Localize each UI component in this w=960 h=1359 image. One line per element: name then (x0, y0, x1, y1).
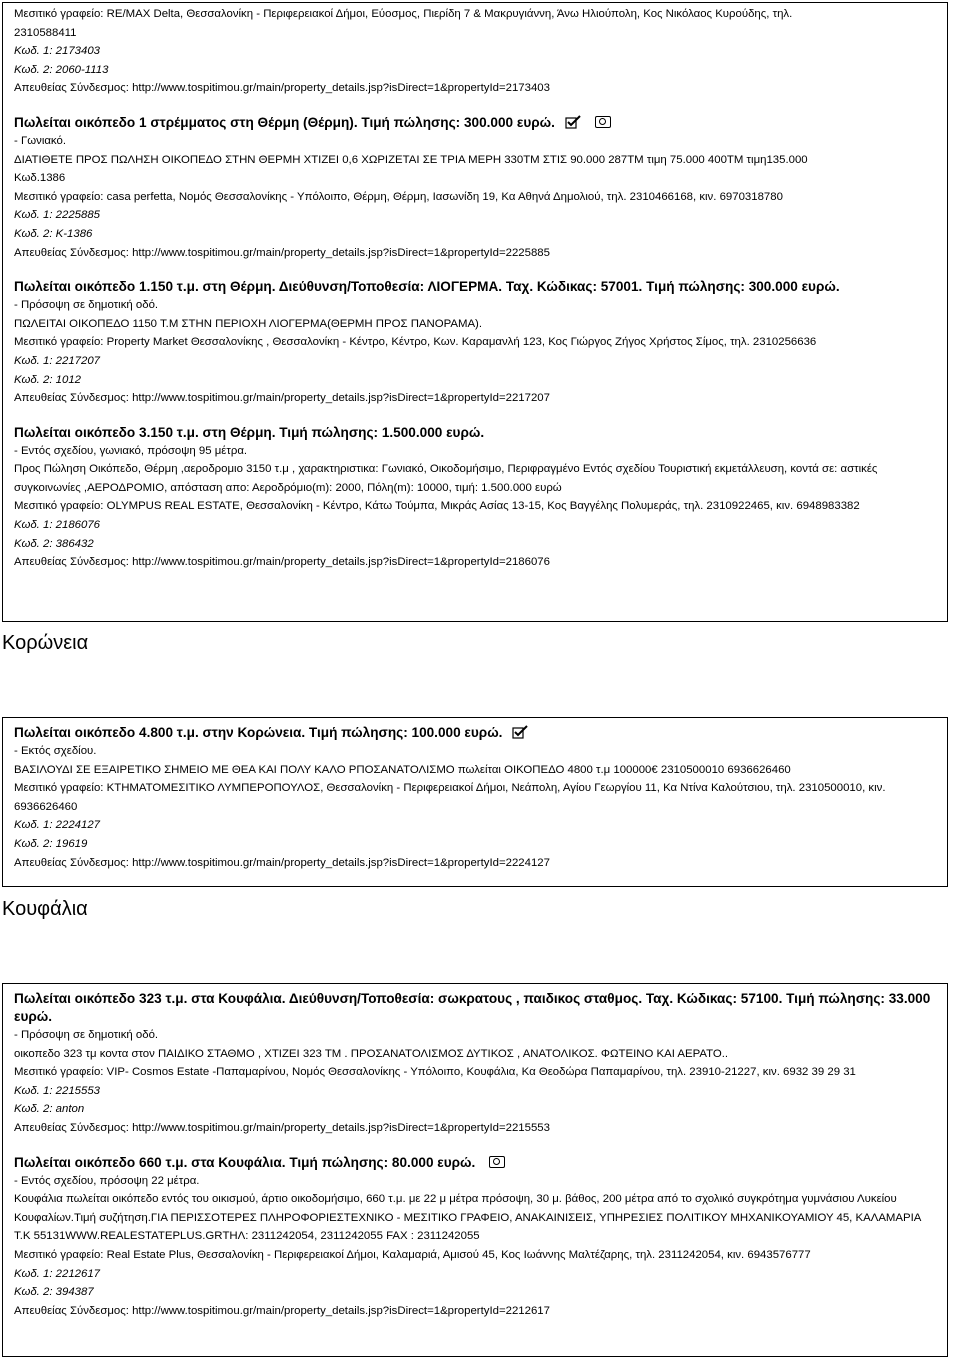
listing-feature: - Εντός σχεδίου, γωνιακό, πρόσοψη 95 μέτρα. (14, 444, 248, 457)
code-2: Κωδ. 2: 386432 (14, 537, 94, 550)
camera-icon[interactable] (595, 116, 611, 128)
section-heading-koroneia: Κορώνεια (2, 632, 89, 654)
direct-link[interactable]: Απευθείας Σύνδεσμος: http://www.tospitimou.gr/main/property_details.jsp?isDirect=1&propertyId=2225885 (14, 246, 550, 259)
listings-box-koroneia (2, 717, 948, 887)
listing-2173403 (14, 5, 937, 98)
code-2: Κωδ. 2: 2060-1113 (14, 63, 109, 76)
listing-2186076 (14, 424, 937, 572)
listing-title[interactable]: Πωλείται οικόπεδο 3.150 τ.μ. στη Θέρμη. Τιμή πώλησης: 1.500.000 ευρώ. (14, 424, 485, 440)
code-2: Κωδ. 2: 19619 (14, 837, 88, 850)
agency-line: Μεσιτικό γραφείο: OLYMPUS REAL ESTATE, Θεσσαλονίκη - Κέντρο, Κάτω Τούμπα, Μικράς Ασίας 13-15, Κος Βαγγέλης Πολυμεράς, τηλ. 2310922465, κιν. 6948983382 (14, 500, 860, 513)
code-1: Κωδ. 1: 2224127 (14, 819, 100, 832)
listing-2212617 (14, 1154, 937, 1321)
listing-2224127 (14, 724, 937, 872)
agency-line: Μεσιτικό γραφείο: VIP- Cosmos Estate -Παπαμαρίνου, Νομός Θεσσαλονίκης - Υπόλοιπο, Κουφάλια, Κα Θεοδώρα Παπαμαρίνου, τηλ. 23910-21227, κιν. 6932 39 29 31 (14, 1066, 856, 1079)
listing-feature: - Πρόσοψη σε δημοτική οδό. (14, 299, 159, 312)
listing-2215553 (14, 990, 937, 1138)
camera-icon[interactable] (489, 1156, 505, 1168)
check-icon (512, 725, 528, 739)
code-1: Κωδ. 1: 2215553 (14, 1084, 100, 1097)
code-1: Κωδ. 1: 2225885 (14, 209, 100, 222)
listing-feature: - Εντός σχεδίου, πρόσοψη 22 μέτρα. (14, 1174, 200, 1187)
agency-line: Μεσιτικό γραφείο: Real Estate Plus, Θεσσαλονίκη - Περιφερειακοί Δήμοι, Καλαμαριά, Αμισού 45, Κος Ιωάννης Μαλτέζαρης, τηλ. 2311242054, κιν. 6943576777 (14, 1248, 811, 1261)
agency-line: 2310588411 (14, 26, 77, 39)
listings-box-koufalia (2, 983, 948, 1357)
listing-feature: - Πρόσοψη σε δημοτική οδό. (14, 1029, 159, 1041)
code-2: Κωδ. 2: 1012 (14, 373, 81, 386)
code-2: Κωδ. 2: 394387 (14, 1286, 94, 1299)
listing-title[interactable]: Πωλείται οικόπεδο 1 στρέμματος στη Θέρμη (Θέρμη). Τιμή πώλησης: 300.000 ευρώ. (14, 114, 937, 132)
check-icon (565, 115, 581, 129)
listing-feature: - Εκτός σχεδίου. (14, 745, 97, 757)
agency-line: Μεσιτικό γραφείο: casa perfetta, Νομός Θεσσαλονίκης - Υπόλοιπο, Θέρμη, Θέρμη, Ιασωνίδη 19, Κα Αθηνά Δημολιού, τηλ. 2310466168, κιν. 6970318780 (14, 190, 783, 203)
listing-feature: - Γωνιακό. (14, 134, 66, 147)
direct-link[interactable]: Απευθείας Σύνδεσμος: http://www.tospitimou.gr/main/property_details.jsp?isDirect=1&propertyId=2217207 (14, 392, 550, 405)
direct-link[interactable]: Απευθείας Σύνδεσμος: http://www.tospitimou.gr/main/property_details.jsp?isDirect=1&propertyId=2173403 (14, 82, 550, 95)
code-1: Κωδ. 1: 2173403 (14, 45, 100, 58)
section-heading-koufalia: Κουφάλια (2, 898, 88, 920)
agency-line: Μεσιτικό γραφείο: RE/MAX Delta, Θεσσαλονίκη - Περιφερειακοί Δήμοι, Εύοσμος, Πιερίδη 7 & Μακρυγιάννη, Άνω Ηλιούπολη, Κος Νικόλαος Κυρούδης, τηλ. (14, 8, 793, 20)
listing-2225885 (14, 114, 937, 262)
listing-description: ΒΑΣΙΛΟΥΔΙ ΣΕ ΕΞΑΙΡΕΤΙΚΟ ΣΗΜΕΙΟ ΜΕ ΘΕΑ ΚΑΙ ΠΟΛΥ ΚΑΛΟ ΡΠΟΣΑΝΑΤΟΛΙΣΜΟ πωλείται ΟΙΚΟΠΕΔΟ 4800 τ.μ 100000€ 2310500010 6936626460 (14, 763, 791, 776)
code-1: Κωδ. 1: 2186076 (14, 519, 100, 532)
agency-line: Μεσιτικό γραφείο: Property Market Θεσσαλονίκης , Θεσσαλονίκη - Κέντρο, Κέντρο, Κων. Καραμανλή 123, Κος Γιώργος Ζήγος Χρήστος Σίμος, τηλ. 2310256636 (14, 336, 817, 349)
listing-2217207 (14, 278, 937, 408)
code-2: Κωδ. 2: anton (14, 1103, 85, 1116)
listings-box-thermi (2, 2, 948, 622)
direct-link[interactable]: Απευθείας Σύνδεσμος: http://www.tospitimou.gr/main/property_details.jsp?isDirect=1&propertyId=2224127 (14, 856, 550, 869)
code-1: Κωδ. 1: 2212617 (14, 1267, 100, 1280)
listing-description: οικοπεδο 323 τμ κοντα στον ΠΑΙΔΙΚΟ ΣΤΑΘΜΟ , ΧΤΙΖΕΙ 323 ΤΜ . ΠΡΟΣΑΝΑΤΟΛΙΣΜΟΣ ΔΥΤΙΚΟΣ , ΑΝΑΤΟΛΙΚΟΣ. ΦΩΤΕΙΝΟ ΚΑΙ ΑΕΡΑΤΟ.. (14, 1047, 729, 1060)
code-2: Κωδ. 2: K-1386 (14, 227, 93, 240)
code-1: Κωδ. 1: 2217207 (14, 354, 100, 367)
direct-link[interactable]: Απευθείας Σύνδεσμος: http://www.tospitimou.gr/main/property_details.jsp?isDirect=1&propertyId=2215553 (14, 1121, 550, 1134)
listing-title[interactable]: Πωλείται οικόπεδο 323 τ.μ. στα Κουφάλια. Διεύθυνση/Τοποθεσία: σωκρατους , παιδικος σταθμος. Ταχ. Κώδικας: 57100. Τιμή πώλησης: 33.000 ευρώ. (14, 991, 931, 1024)
listing-title[interactable]: Πωλείται οικόπεδο 1.150 τ.μ. στη Θέρμη. Διεύθυνση/Τοποθεσία: ΛΙΟΓΕΡΜΑ. Ταχ. Κώδικας: 57001. Τιμή πώλησης: 300.000 ευρώ. (14, 279, 840, 295)
listing-title[interactable]: Πωλείται οικόπεδο 660 τ.μ. στα Κουφάλια. Τιμή πώλησης: 80.000 ευρώ. (14, 1154, 937, 1172)
listing-description: ΠΩΛΕΙΤΑΙ ΟΙΚΟΠΕΔΟ 1150 Τ.Μ ΣΤΗΝ ΠΕΡΙΟΧΗ ΛΙΟΓΕΡΜΑ(ΘΕΡΜΗ ΠΡΟΣ ΠΑΝΟΡΑΜΑ). (14, 317, 483, 330)
listing-description: Προς Πώληση Οικόπεδο, Θέρμη ,αεροδρομιο 3150 τ.μ , χαρακτηριστικα: Γωνιακό, Οικοδομήσιμο, Περιφραγμένο Εντός σχεδίου Τουριστική εκμετάλλευση, κοντά σε: αστικές συγκοινωνίες ,ΑΕΡΟΔΡΟΜΙΟ, απόσταση απο: Αεροδρόμιο(m): 2000, Πόλη(m): 10000, τιμή: 1.500.000 ευρώ (14, 463, 878, 494)
direct-link[interactable]: Απευθείας Σύνδεσμος: http://www.tospitimou.gr/main/property_details.jsp?isDirect=1&propertyId=2212617 (14, 1304, 550, 1317)
listing-description: Κωδ.1386 (14, 172, 66, 185)
listing-title[interactable]: Πωλείται οικόπεδο 4.800 τ.μ. στην Κορώνεια. Τιμή πώλησης: 100.000 ευρώ. (14, 724, 937, 742)
agency-line: Μεσιτικό γραφείο: ΚΤΗΜΑΤΟΜΕΣΙΤΙΚΟ ΛΥΜΠΕΡΟΠΟΥΛΟΣ, Θεσσαλονίκη - Περιφερειακοί Δήμοι, Νεάπολη, Αγίου Γεωργίου 11, Κα Ντίνα Καλούτσιου, τηλ. 2310500010, κιν. 6936626460 (14, 782, 886, 813)
listing-description: Κουφάλια πωλείται οικόπεδο εντός του οικισμού, άρτιο οικοδομήσιμο, 660 τ.μ. με 22 μ μέτρα πρόσοψη, 30 μ. βάθος, 200 μέτρα από το σχολικό συγκρότημα γυμνάσιου Λυκείου Κουφαλίων.Τιμή συζήτηση.ΓΙΑ ΠΕΡΙΣΣΟΤΕΡΕΣ ΠΛΗΡΟΦΟΡΙΕΣΤΕΧΝΙΚΟ - ΜΕΣΙΤΙΚΟ ΓΡΑΦΕΙΟ, ΑΝΑΚΑΙΝΙΣΕΙΣ, ΥΠΗΡΕΣΙΕΣ ΠΟΛΙΤΙΚΟΥ ΜΗΧΑΝΙΚΟΥΑΜΙΟΥ 45, ΚΑΛΑΜΑΡΙΑ Τ.Κ 55131WWW.REALESTATEPLUS.GRΤΗΛ: 2311242054, 2311242055 FAX : 2311242055 (14, 1193, 921, 1243)
direct-link[interactable]: Απευθείας Σύνδεσμος: http://www.tospitimou.gr/main/property_details.jsp?isDirect=1&propertyId=2186076 (14, 556, 550, 569)
listing-description: ΔΙΑΤΙΘΕΤΕ ΠΡΟΣ ΠΩΛΗΣΗ ΟΙΚΟΠΕΔΟ ΣΤΗΝ ΘΕΡΜΗ ΧΤΙΖΕΙ 0,6 ΧΩΡΙΖΕΤΑΙ ΣΕ ΤΡΙΑ ΜΕΡΗ 330ΤΜ ΣΤΙΣ 90.000 287ΤΜ τιμη 75.000 400ΤΜ τιμη135.000 (14, 153, 808, 166)
